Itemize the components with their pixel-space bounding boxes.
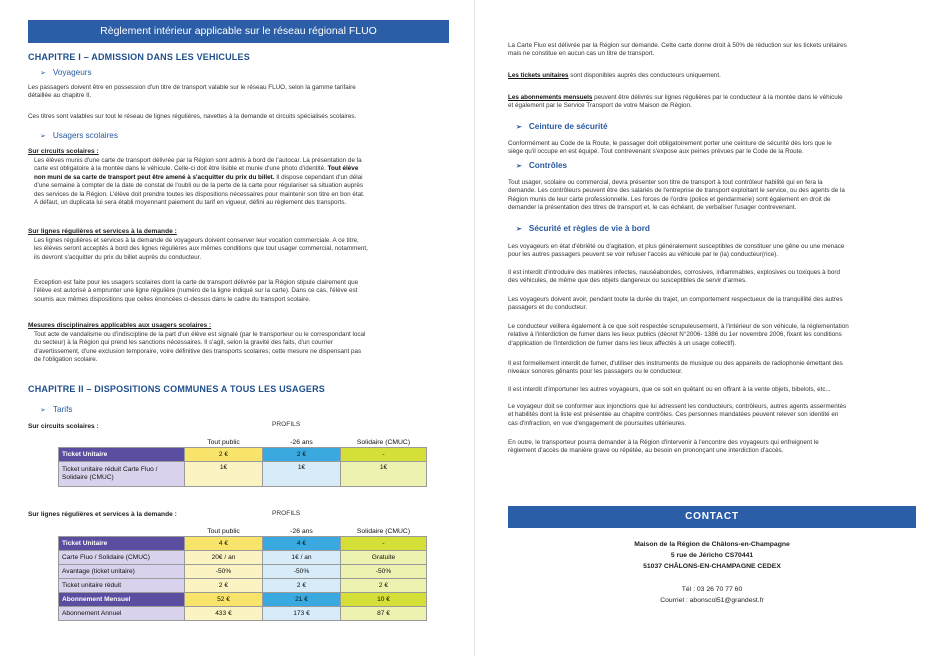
contact-address-2: 5 rue de Jéricho CS70441 — [670, 552, 754, 559]
chevron-right-icon: ➢ — [516, 226, 522, 233]
table-row — [59, 565, 427, 579]
securite-para-2: Il est interdit d'introduire des matières infectes, nauséabondes, corrosives, inflammables, explosives ou toxiques à bord des véhicules, de même que des objets dangereux ou susceptibles de servir d'armes. — [508, 269, 840, 285]
table-row — [59, 448, 427, 462]
section-securite: ➢ Sécurité et règles de vie à bord — [516, 224, 650, 233]
section-usagers-scolaires: ➢ Usagers scolaires — [40, 131, 118, 140]
cell: 4 € — [263, 537, 341, 551]
chevron-right-icon: ➢ — [516, 124, 522, 131]
cell: 173 € — [263, 607, 341, 621]
table-row — [59, 462, 427, 487]
table-row — [59, 593, 427, 607]
cell: 2 € — [263, 579, 341, 593]
header-solidaire: Solidaire (CMUC) — [356, 527, 411, 535]
ceinture-text: Conformément au Code de la Route, le passager doit obligatoirement porter une ceinture de sécurité dès lors que le siège qu'il occupe en est équipé. Tout contrevenant s'expose aux peines prévues par le Code de la Route. — [508, 140, 832, 156]
mesures-heading: Mesures disciplinaires applicables aux usagers scolaires : — [28, 322, 212, 329]
cell: Gratuite — [341, 551, 427, 565]
tarifs-table-circuits — [58, 437, 427, 487]
securite-para-7: Le voyageur doit se conformer aux injonctions que lui adressent les conducteurs, contrôleurs, autres agents assermentés et habilités dont la liste est présentée au chapitre contrôles. Ces personnes mandatées peuvent relever son identité en cas d'infraction, en vue d'engagement de poursuites ultérieures. — [508, 403, 847, 427]
securite-para-8: En outre, le transporteur pourra demander à la Région d'intervenir à l'encontre des voyageurs qui enfreignent le règlement d'accès de manière grave ou répétée, au besoin en prononçant une interdiction d'accès. — [508, 439, 819, 455]
table-row — [59, 551, 427, 565]
cell: 10 € — [341, 593, 427, 607]
document-title: Règlement intérieur applicable sur le réseau régional FLUO — [28, 20, 449, 43]
section-ceinture: ➢ Ceinture de sécurité — [516, 122, 608, 131]
lignes-heading: Sur lignes régulières et services à la demande : — [28, 228, 177, 235]
tickets-text: Les tickets unitaires sont disponibles auprès des conducteurs uniquement. — [508, 72, 721, 79]
table2-profils: PROFILS — [272, 510, 301, 517]
contact-phone: Tél : 03 26 70 77 60 — [681, 586, 743, 593]
contact-address-3: 51037 CHÂLONS-EN-CHAMPAGNE CEDEX — [643, 563, 781, 570]
section-voyageurs: ➢ Voyageurs — [40, 68, 92, 77]
cell: 20€ / an — [185, 551, 263, 565]
section-tarifs: ➢ Tarifs — [40, 405, 73, 414]
cell: 2 € — [185, 448, 263, 462]
header-26-ans: -26 ans — [290, 438, 313, 446]
mesures-text: Tout acte de vandalisme ou d'indiscipline de la part d'un élève est signalé (par le transporteur ou le correspondant local du secteur) à la Région qui prend les sanctions nécessaires. Il s'agit, selon la gravité des faits, d'un courrier d'avertissement, d'une exclusion temporaire, voire définitive des transports scolaires; cette mesure ne dispensant pas de l'obligation scolaire. — [34, 331, 366, 364]
cell: 21 € — [263, 593, 341, 607]
table1-label: Sur circuits scolaires : — [28, 423, 99, 430]
circuits-text: Les élèves munis d'une carte de transport délivrée par la Région sont admis à bord de l'autocar. La présentation de la carte est obligatoire à la montée dans le véhicule. Celle-ci doit être lisible et munie d'une photo d'identité. Tout élève non muni de sa carte de transport peut être amené à s'acquitter du prix du billet. Il dispose cependant d'un délai d'une semaine à compter de la date de constat de l'oubli ou de la perte de la carte pour régulariser sa situation auprès des services de la Région. L'élève doit prendre toutes les dispositions nécessaires pour maintenir son titre en bon état. A défaut, un duplicata lui sera établi moyennant paiement du tarif en vigueur, défini au règlement des transports. — [34, 157, 365, 207]
table-row — [59, 579, 427, 593]
row-label: Ticket unitaire réduit Carte Fluo / Solidaire (CMUC) — [59, 462, 185, 487]
carte-fluo-text: La Carte Fluo est délivrée par la Région sur demande. Cette carte donne droit à 50% de réduction sur les tickets unitaires mais ne constitue en aucun cas un titre de transport. — [508, 42, 847, 58]
tarifs-table-lignes — [58, 526, 427, 621]
header-tout-public: Tout public — [207, 527, 240, 535]
lignes-text: Les lignes régulières et services à la demande de voyageurs doivent conserver leur vocation commerciale. A ce titre, les élèves seront acceptés à bord des lignes régulières aux mêmes conditions que tout usager commercial, notamment, ils devront s'acquitter du prix du billet auprès du conducteur. — [34, 237, 368, 261]
voyageurs-text: Les passagers doivent être en possession d'un titre de transport valable sur le réseau FLUO, selon la gamme tarifaire détaillée au chapitre II. — [28, 84, 356, 100]
securite-para-6: Il est interdit d'importuner les autres voyageurs, que ce soit en quêtant ou en offrant à la vente objets, bibelots, etc... — [508, 386, 831, 393]
securite-para-4: Le conducteur veillera également à ce que soit respectée scrupuleusement, à l'intérieur de son véhicule, la réglementation relative à l'interdiction de fumer dans les lieux publics (décret N°2006- 1386 du 1er novembre 2006, fixant les conditions d'application de l'interdiction de fumer dans les lieux affectés à un usage collectif). — [508, 323, 849, 347]
securite-para-3: Les voyageurs doivent avoir, pendant toute la durée du trajet, un comportement respectueux de la tranquillité des autres passagers et du conducteur. — [508, 296, 843, 312]
cell: 87 € — [341, 607, 427, 621]
table-row — [59, 607, 427, 621]
voyageurs-text-2: Ces titres sont valables sur tout le réseau de lignes régulières, navettes à la demande et circuits spécialisés scolaires. — [28, 113, 357, 120]
table-header-row — [59, 526, 427, 537]
cell: - — [341, 448, 427, 462]
cell: 1€ / an — [263, 551, 341, 565]
contact-address-1: Maison de la Région de Châlons-en-Champagne — [634, 541, 790, 548]
row-label: Abonnement Mensuel — [59, 593, 185, 607]
securite-para-5: Il est formellement interdit de fumer, d'utiliser des instruments de musique ou des appareils de radiophonie émettant des niveaux sonores gênants pour les passagers ou le conducteur. — [508, 360, 843, 376]
table1-profils: PROFILS — [272, 421, 301, 428]
chevron-right-icon: ➢ — [40, 407, 46, 414]
row-label: Ticket Unitaire — [59, 537, 185, 551]
chapter1-title: CHAPITRE I – ADMISSION DANS LES VEHICULES — [28, 52, 250, 62]
header-tout-public: Tout public — [207, 438, 240, 446]
exception-text: Exception est faite pour les usagers scolaires dont la carte de transport délivrée par la Région stipule clairement que l'élève est autorisé à emprunter une ligne régulière (numéro de la ligne indiqué sur la carte). Dans ce cas, l'élève est soumis aux mêmes dispositions que celles énoncées ci-dessus dans le cadre du transport scolaire. — [34, 279, 359, 303]
chapter2-title: CHAPITRE II – DISPOSITIONS COMMUNES A TOUS LES USAGERS — [28, 384, 326, 394]
page-fold — [474, 0, 475, 656]
cell: 52 € — [185, 593, 263, 607]
cell: 433 € — [185, 607, 263, 621]
contact-email[interactable]: Courriel : abonscol51@grandest.fr — [660, 597, 764, 604]
row-label: Avantage (ticket unitaire) — [59, 565, 185, 579]
cell: 2 € — [185, 579, 263, 593]
table-header-row — [59, 437, 427, 448]
section-controles: ➢ Contrôles — [516, 161, 568, 170]
chevron-right-icon: ➢ — [40, 70, 46, 77]
cell: 1€ — [341, 462, 427, 487]
controles-text: Tout usager, scolaire ou commercial, devra présenter son titre de transport à tout contrôleur habilité qui en fera la demande. Les contrôleurs peuvent être des salariés de l'entreprise de transport exploitant le service, ou des agents de la Région munis de leur carte professionnelle. Les forces de l'ordre (police et gendarmerie) sont également en droit de demander la présentation des titres de transport et, le cas échéant, de verbaliser l'usager contrevenant. — [508, 179, 845, 212]
header-26-ans: -26 ans — [290, 527, 313, 535]
circuits-heading: Sur circuits scolaires : — [28, 148, 99, 155]
table-row — [59, 537, 427, 551]
table2-label: Sur lignes régulières et services à la demande : — [28, 511, 177, 518]
row-label: Ticket unitaire réduit — [59, 579, 185, 593]
cell: -50% — [263, 565, 341, 579]
row-label: Carte Fluo / Solidaire (CMUC) — [59, 551, 185, 565]
cell: 2 € — [341, 579, 427, 593]
cell: 2 € — [263, 448, 341, 462]
cell: -50% — [185, 565, 263, 579]
header-solidaire: Solidaire (CMUC) — [356, 438, 411, 446]
row-label: Abonnement Annuel — [59, 607, 185, 621]
abonnements-text: Les abonnements mensuels peuvent être délivrés sur lignes régulières par le conducteur à la montée dans le véhicule et également par le Service Transport de votre Maison de Région. — [508, 94, 843, 110]
cell: 4 € — [185, 537, 263, 551]
contact-banner: CONTACT — [508, 506, 916, 528]
chevron-right-icon: ➢ — [516, 163, 522, 170]
cell: 1€ — [185, 462, 263, 487]
row-label: Ticket Unitaire — [59, 448, 185, 462]
securite-para-1: Les voyageurs en état d'ébriété ou d'agitation, et plus généralement susceptibles de constituer une gêne ou une menace pour les autres passagers peuvent se voir refuser l'accès au véhicule par le (la) conducteur(rice). — [508, 243, 845, 259]
cell: 1€ — [263, 462, 341, 487]
chevron-right-icon: ➢ — [40, 133, 46, 140]
cell: -50% — [341, 565, 427, 579]
cell: - — [341, 537, 427, 551]
